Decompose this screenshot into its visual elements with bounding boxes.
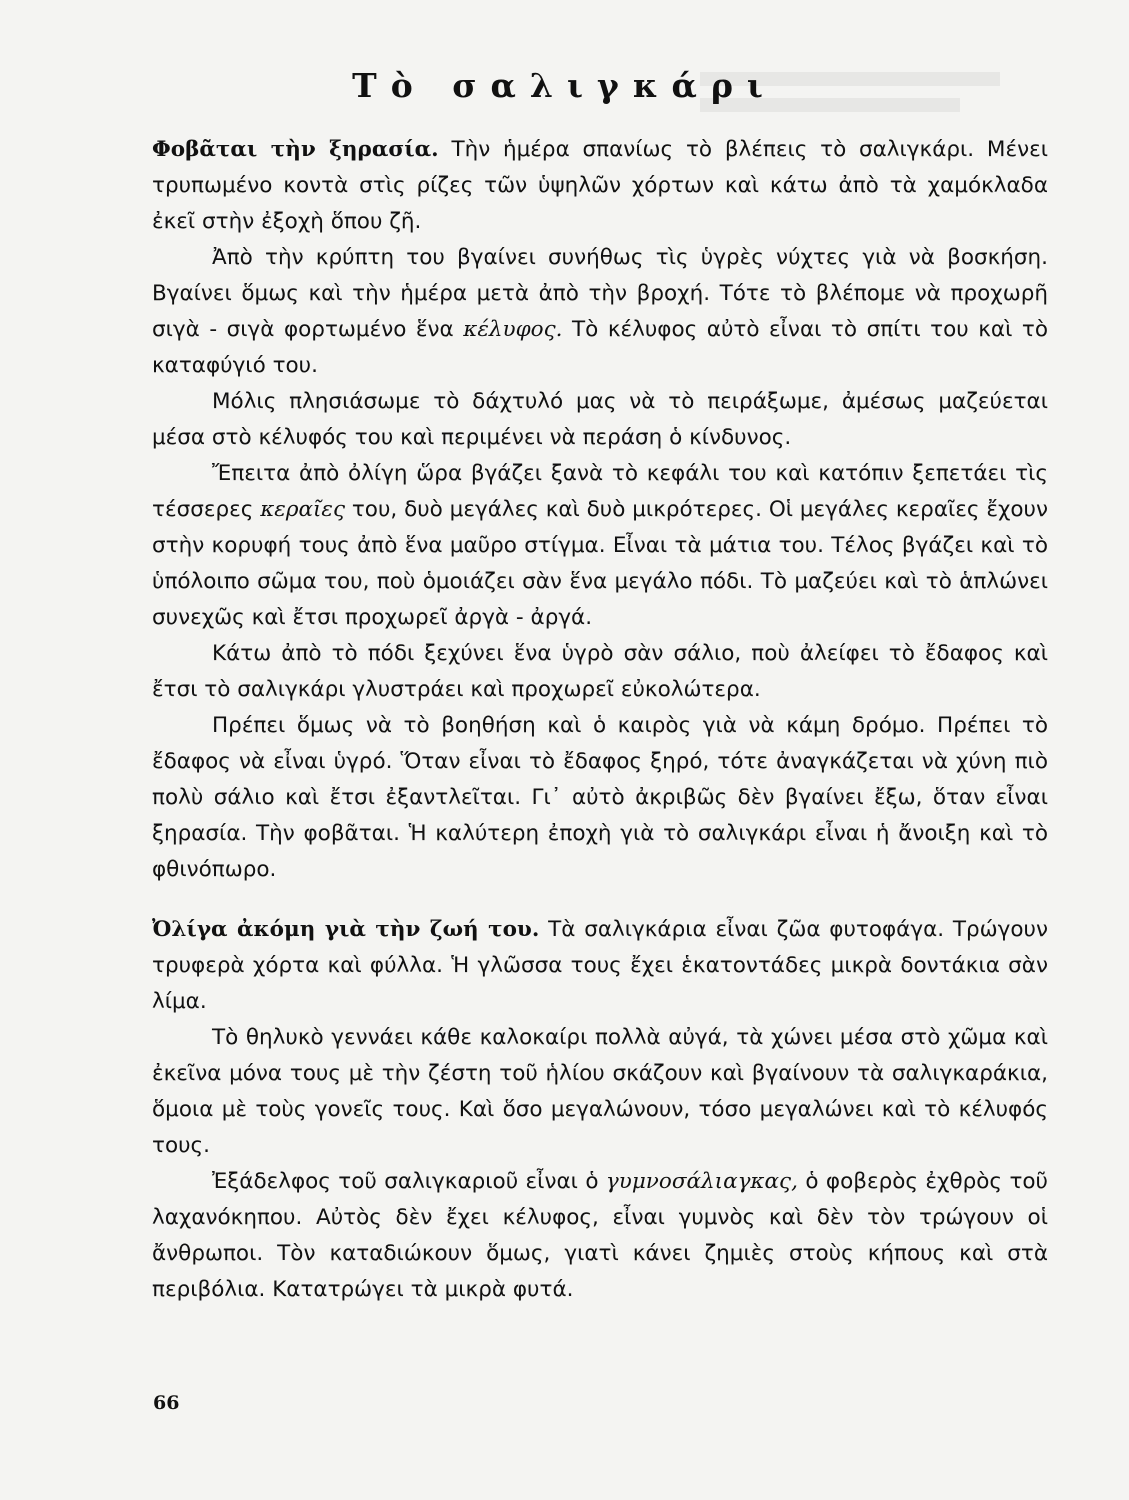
- paragraph-text: του, δυὸ μεγάλες καὶ δυὸ μικρότερες. Οἱ μεγάλες κεραῖες ἔχουν στὴν κορυφή τους ἀπὸ ἕνα μαῦρο στίγμα. Εἶναι τὰ μάτια του. Τέλος βγάζει καὶ τὸ ὑπόλοιπο σῶμα του, ποὺ ὁμοιάζει σὰν ἕνα μεγάλο πόδι. Τὸ μαζεύει καὶ τὸ ἁπλώνει συνεχῶς καὶ ἔτσι προχωρεῖ ἀργὰ - ἀργά.: [152, 497, 1048, 630]
- paragraph: [152, 456, 1048, 636]
- italic-term: κεραῖες: [260, 497, 345, 522]
- paragraph: [152, 240, 1048, 384]
- section-snail-drought: [152, 132, 1048, 888]
- paragraph-text: Τὴν ἡμέρα σπανίως τὸ βλέπεις τὸ σαλιγκάρι. Μένει τρυπωμένο κοντὰ στὶς ρίζες τῶν ὑψηλῶν χόρτων καὶ κάτω ἀπὸ τὰ χαμόκλαδα ἐκεῖ στὴν ἐξοχὴ ὅπου ζῆ.: [152, 137, 1048, 234]
- paragraph-text: Τὰ σαλιγκάρια εἶναι ζῶα φυτοφάγα. Τρώγουν τρυφερὰ χόρτα καὶ φύλλα. Ἡ γλῶσσα τους ἔχει ἑκατοντάδες μικρὰ δοντάκια σὰν λίμα.: [152, 917, 1048, 1014]
- italic-term: γυμνοσάλιαγκας,: [605, 1169, 798, 1194]
- section-lead: Φοβᾶται τὴν ξηρασία.: [152, 137, 439, 162]
- page-number: 66: [153, 1392, 180, 1414]
- paragraph: [152, 132, 1048, 240]
- paragraph: [152, 1164, 1048, 1308]
- paragraph: Μόλις πλησιάσωμε τὸ δάχτυλό μας νὰ τὸ πειράξωμε, ἀμέσως μαζεύεται μέσα στὸ κέλυφός του καὶ περιμένει νὰ περάση ὁ κίνδυνος.: [152, 389, 1048, 450]
- paragraph-text: ὁ φοβερὸς ἐχθρὸς τοῦ λαχανόκηπου. Αὐτὸς δὲν ἔχει κέλυφος, εἶναι γυμνὸς καὶ δὲν τὸν τρώγουν οἱ ἄνθρωποι. Τὸν καταδιώκουν ὅμως, γιατὶ κάνει ζημιὲς στοὺς κήπους καὶ στὰ περιβόλια. Κατατρώγει τὰ μικρὰ φυτά.: [152, 1169, 1048, 1302]
- paragraph-text: Ἔπειτα ἀπὸ ὀλίγη ὥρα βγάζει ξανὰ τὸ κεφάλι του καὶ κατόπιν ξεπετάει τὶς τέσσερες: [152, 461, 1048, 522]
- paragraph: Κάτω ἀπὸ τὸ πόδι ξεχύνει ἕνα ὑγρὸ σὰν σάλιο, ποὺ ἀλείφει τὸ ἔδαφος καὶ ἔτσι τὸ σαλιγκάρι γλυστράει καὶ προχωρεῖ εὐκολώτερα.: [152, 641, 1048, 702]
- paragraph: Πρέπει ὅμως νὰ τὸ βοηθήση καὶ ὁ καιρὸς γιὰ νὰ κάμη δρόμο. Πρέπει τὸ ἔδαφος νὰ εἶναι ὑγρό. Ὅταν εἶναι τὸ ἔδαφος ξηρό, τότε ἀναγκάζεται νὰ χύνη πιὸ πολὺ σάλιο καὶ ἔτσι ἐξαντλεῖται. Γι᾽ αὐτὸ ἀκριβῶς δὲν βγαίνει ἔξω, ὅταν εἶναι ξηρασία. Τὴν φοβᾶται. Ἡ καλύτερη ἐποχὴ γιὰ τὸ σαλιγκάρι εἶναι ἡ ἄνοιξη καὶ τὸ φθινόπωρο.: [152, 713, 1048, 882]
- italic-term: κέλυφος.: [463, 317, 563, 342]
- page-title: Τὸ σαλιγκάρι: [352, 66, 777, 105]
- paragraph-text: Ἀπὸ τὴν κρύπτη του βγαίνει συνήθως τὶς ὑγρὲς νύχτες γιὰ νὰ βοσκήση. Βγαίνει ὅμως καὶ τὴν ἡμέρα μετὰ ἀπὸ τὴν βροχή. Τότε τὸ βλέπομε νὰ προχωρῆ σιγὰ - σιγὰ φορτωμένο ἕνα: [152, 245, 1048, 342]
- paragraph: Τὸ θηλυκὸ γεννάει κάθε καλοκαίρι πολλὰ αὐγά, τὰ χώνει μέσα στὸ χῶμα καὶ ἐκεῖνα μόνα τους μὲ τὴν ζέστη τοῦ ἡλίου σκάζουν καὶ βγαίνουν τὰ σαλιγκαράκια, ὅμοια μὲ τοὺς γονεῖς τους. Καὶ ὅσο μεγαλώνουν, τόσο μεγαλώνει καὶ τὸ κέλυφός τους.: [152, 1025, 1048, 1158]
- paragraph-text: Ἐξάδελφος τοῦ σαλιγκαριοῦ εἶναι ὁ: [212, 1169, 599, 1194]
- section-lead: Ὀλίγα ἀκόμη γιὰ τὴν ζωή του.: [152, 917, 540, 942]
- paragraph: [152, 912, 1048, 1020]
- paragraph-text: Τὸ κέλυφος αὐτὸ εἶναι τὸ σπίτι του καὶ τὸ καταφύγιό του.: [152, 317, 1048, 378]
- section-more-about-life: [152, 912, 1048, 1308]
